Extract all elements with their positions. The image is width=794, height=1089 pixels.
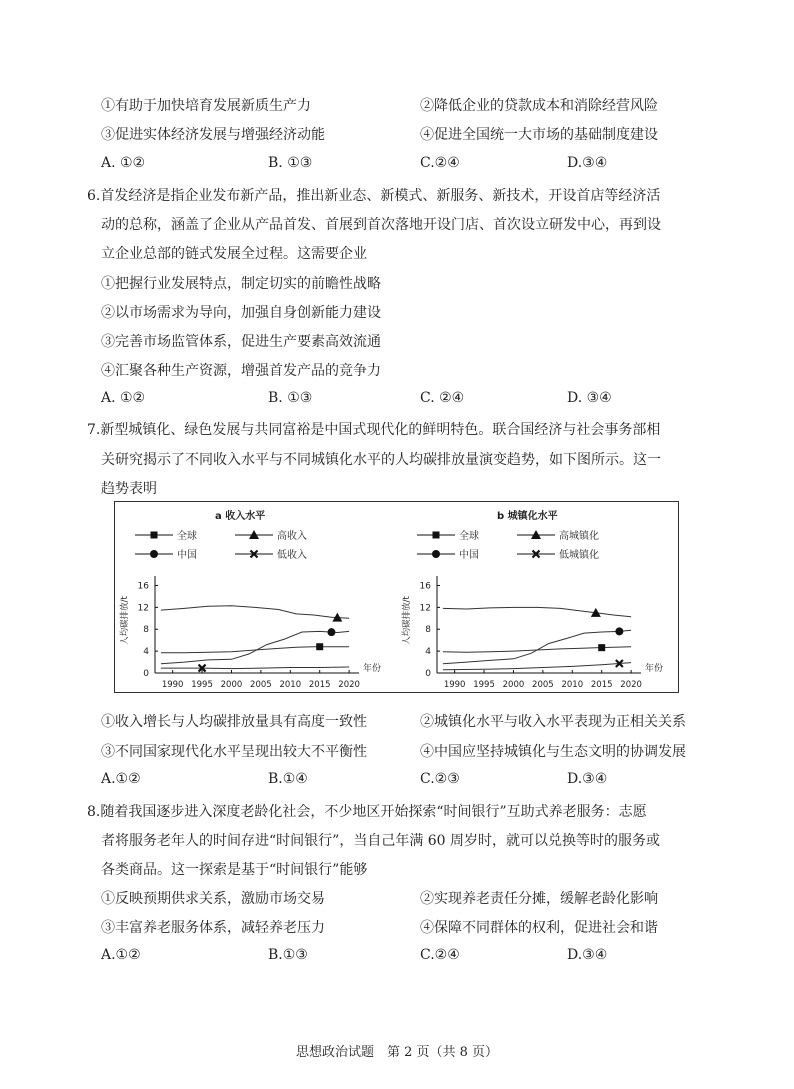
- chart-b-y-tick-label-16: 16: [419, 581, 431, 592]
- chart-a-y-tick-label-16: 16: [137, 581, 149, 592]
- q6-stem-line-3: 立企业总部的链式发展全过程。这需要企业: [101, 246, 367, 262]
- chart-a-legend-label-2: 中国: [177, 550, 197, 561]
- chart-b-series-0-line: [443, 607, 631, 616]
- chart-a-title: a 收入水平: [215, 511, 266, 522]
- chart-b-y-label: 人均碳排放/t: [402, 596, 412, 645]
- q8-stem-line-2: 者将服务老年人的时间存进“时间银行”，当自己年满 60 周岁时，就可以兑换等时的服务或: [101, 833, 661, 849]
- q8-option-3: ③丰富养老服务体系，减轻养老压力: [101, 920, 325, 936]
- chart-b-y-tick-label-12: 12: [419, 603, 431, 614]
- chart-a-series-0-line: [161, 606, 349, 619]
- chart-a-y-tick-label-12: 12: [137, 603, 149, 614]
- q6-choice-a: A. ①②: [101, 390, 146, 406]
- chart-b-legend-label-3: 低城镇化: [559, 550, 599, 561]
- q6-option-2: ②以市场需求为导向，加强自身创新能力建设: [101, 305, 381, 321]
- chart-a-series-1-marker: [316, 643, 323, 650]
- q8-choice-d: D.③④: [567, 947, 608, 963]
- q6-choice-b: B. ①③: [268, 390, 313, 406]
- chart-b-title: b 城镇化水平: [497, 511, 558, 522]
- chart-a-legend-label-3: 低收入: [277, 550, 307, 561]
- chart-a-legend-label-1: 高收入: [277, 531, 307, 542]
- q6-stem-line-2: 动的总称，涵盖了企业从产品首发、首展到首次落地开设门店、首次设立研发中心，再到设: [101, 217, 661, 233]
- q5-option-4: ④促进全国统一大市场的基础制度建设: [420, 127, 658, 143]
- q8-option-4: ④保障不同群体的权利，促进社会和谐: [420, 920, 658, 936]
- chart-b-y-tick-label-8: 8: [425, 625, 431, 636]
- chart-b-legend-label-0: 全球: [459, 531, 479, 542]
- chart-b-x-tick-label-2015: 2015: [590, 680, 613, 690]
- q7-option-2: ②城镇化水平与收入水平表现为正相关关系: [420, 714, 686, 730]
- q7-charts: [115, 502, 680, 694]
- q7-choice-a: A.①②: [101, 771, 141, 787]
- q7-stem-line-1: 7.新型城镇化、绿色发展与共同富裕是中国式现代化的鲜明特色。联合国经济与社会事务部相: [87, 422, 661, 438]
- chart-b-legend-label-1: 高城镇化: [559, 531, 599, 542]
- chart-a-x-tick-label-1990: 1990: [161, 680, 184, 690]
- chart-b-x-tick-label-2020: 2020: [620, 680, 642, 690]
- chart-b-legend-marker-0: [433, 532, 440, 539]
- chart-b-x-tick-label-1995: 1995: [473, 680, 495, 690]
- q7-stem-line-3: 趋势表明: [101, 481, 157, 497]
- chart-a-x-label: 年份: [363, 664, 382, 674]
- q7-option-4: ④中国应坚持城镇化与生态文明的协调发展: [420, 744, 686, 760]
- q8-choice-b: B.①③: [268, 947, 308, 963]
- chart-a-y-tick-label-4: 4: [143, 647, 149, 658]
- chart-b-x-tick-label-2005: 2005: [532, 680, 554, 690]
- q6-option-1: ①把握行业发展特点，制定切实的前瞻性战略: [101, 276, 381, 292]
- chart-a-series-2-marker: [327, 628, 335, 636]
- chart-a-legend-label-0: 全球: [177, 531, 197, 542]
- chart-a-legend-marker-0: [151, 532, 158, 539]
- q6-choice-d: D. ③④: [567, 390, 612, 406]
- chart-b-x-tick-label-2000: 2000: [502, 680, 525, 690]
- q8-choice-c: C.②④: [420, 947, 460, 963]
- chart-a-y-tick-label-8: 8: [143, 625, 149, 636]
- chart-a-series-3-line: [161, 667, 349, 669]
- q7-figure: [114, 501, 679, 693]
- q8-choice-a: A.①②: [101, 947, 141, 963]
- q7-choice-d: D.③④: [567, 771, 608, 787]
- q8-option-1: ①反映预期供求关系，激励市场交易: [101, 891, 325, 907]
- q5-choice-d: D.③④: [567, 155, 608, 171]
- q6-option-3: ③完善市场监管体系，促进生产要素高效流通: [101, 334, 381, 350]
- q5-option-2: ②降低企业的贷款成本和消除经营风险: [420, 98, 658, 114]
- chart-b-series-1-marker: [598, 644, 605, 651]
- q7-choice-c: C.②③: [420, 771, 460, 787]
- chart-a-x-tick-label-1995: 1995: [191, 680, 213, 690]
- chart-b-x-label: 年份: [645, 664, 664, 674]
- q5-choice-c: C.②④: [420, 155, 460, 171]
- q5-option-1: ①有助于加快培育发展新质生产力: [101, 98, 311, 114]
- q5-choice-b: B. ①③: [268, 155, 313, 171]
- q6-option-4: ④汇聚各种生产资源，增强首发产品的竞争力: [101, 363, 381, 379]
- q8-stem-line-1: 8.随着我国逐步进入深度老龄化社会，不少地区开始探索“时间银行”互助式养老服务：志愿: [87, 804, 647, 820]
- chart-b-x-tick-label-1990: 1990: [443, 680, 466, 690]
- chart-b-x-tick-label-2010: 2010: [561, 680, 584, 690]
- q6-stem-line-1: 6.首发经济是指企业发布新产品，推出新业态、新模式、新服务、新技术，开设首店等经济活: [87, 188, 661, 204]
- chart-b-y-tick-label-4: 4: [425, 647, 431, 658]
- chart-a-legend-marker-2: [150, 550, 158, 558]
- chart-a-x-tick-label-2005: 2005: [250, 680, 272, 690]
- q7-stem-line-2: 关研究揭示了不同收入水平与不同城镇化水平的人均碳排放量演变趋势，如下图所示。这一: [101, 452, 661, 468]
- chart-a-x-tick-label-2010: 2010: [279, 680, 302, 690]
- q5-choice-a: A. ①②: [101, 155, 146, 171]
- chart-a-x-tick-label-2015: 2015: [308, 680, 331, 690]
- chart-a-x-tick-label-2000: 2000: [220, 680, 243, 690]
- chart-a-y-label: 人均碳排放/t: [120, 596, 130, 645]
- chart-b-y-tick-label-0: 0: [425, 669, 431, 679]
- chart-b-series-3-line: [443, 663, 631, 670]
- chart-a-x-tick-label-2020: 2020: [338, 680, 360, 690]
- chart-b-legend-label-2: 中国: [459, 550, 479, 561]
- q8-stem-line-3: 各类商品。这一探索是基于“时间银行”能够: [101, 862, 368, 878]
- q7-choice-b: B.①④: [268, 771, 308, 787]
- q7-option-1: ①收入增长与人均碳排放量具有高度一致性: [101, 714, 367, 730]
- q7-option-3: ③不同国家现代化水平呈现出较大不平衡性: [101, 744, 367, 760]
- chart-a-y-tick-label-0: 0: [143, 669, 149, 679]
- chart-b-legend-marker-2: [432, 550, 440, 558]
- q8-option-2: ②实现养老责任分摊，缓解老龄化影响: [420, 891, 658, 907]
- page-footer: 思想政治试题 第 2 页（共 8 页）: [295, 1045, 499, 1060]
- chart-b-series-2-marker: [615, 627, 623, 635]
- q5-option-3: ③促进实体经济发展与增强经济动能: [101, 127, 325, 143]
- q6-choice-c: C. ②④: [420, 390, 465, 406]
